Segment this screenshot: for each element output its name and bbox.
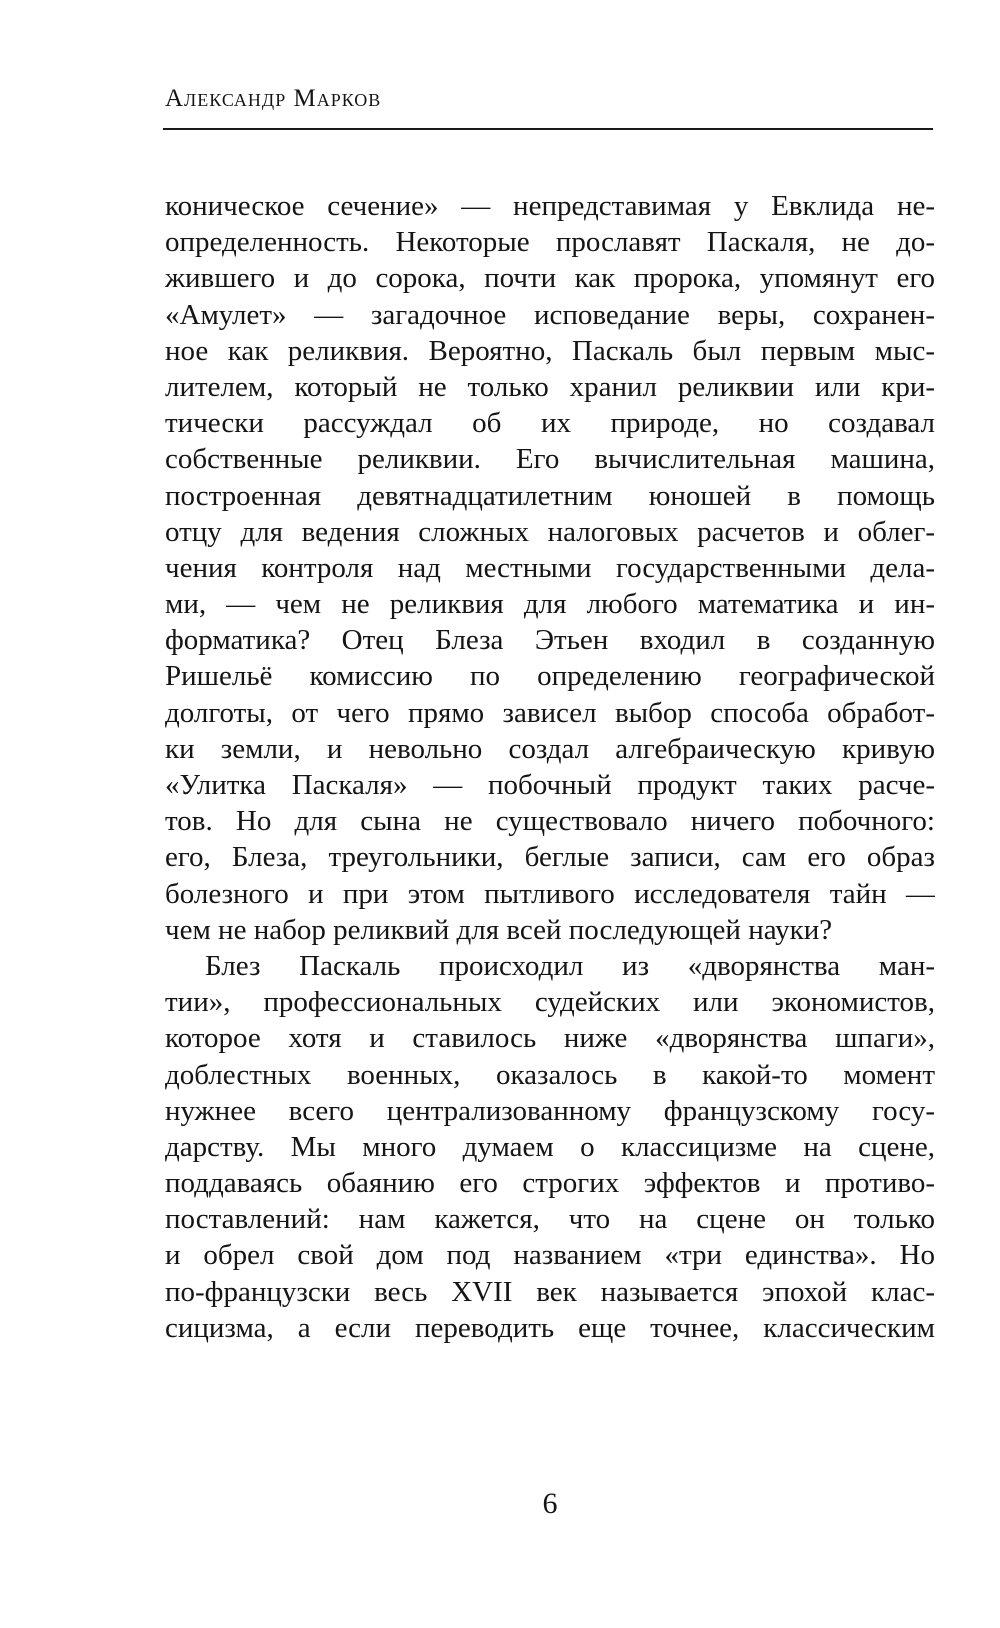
text-line: нужнее всего централизованному французскому госу- xyxy=(165,1094,935,1127)
text-line: чем не набор реликвий для всей последующей науки? xyxy=(165,913,833,946)
text-line: долготы, от чего прямо зависел выбор способа обработ- xyxy=(165,696,935,729)
text-line: Блез Паскаль происходил из «дворянства ман- xyxy=(205,949,935,982)
text-line: доблестных военных, оказалось в какой-то момент xyxy=(165,1058,935,1091)
text-line: определенность. Некоторые прославят Паскаля, не до- xyxy=(165,226,935,259)
text-line: тии», профессиональных судейских или экономистов, xyxy=(165,986,935,1019)
text-line: поставлений: нам кажется, что на сцене он только xyxy=(165,1203,935,1236)
text-line: и обрел свой дом под названием «три единства». Но xyxy=(165,1239,935,1272)
text-line: лителем, который не только хранил реликвии или кри- xyxy=(165,370,935,403)
body-text xyxy=(165,188,935,1346)
text-line: болезного и при этом пытливого исследователя тайн — xyxy=(165,877,935,910)
text-line: которое хотя и ставилось ниже «дворянства шпаги», xyxy=(165,1022,935,1055)
text-line: Ришельё комиссию по определению географической xyxy=(165,660,935,693)
text-line: «Амулет» — загадочное исповедание веры, сохранен- xyxy=(165,298,935,331)
text-line: ми, — чем не реликвия для любого математика и ин- xyxy=(165,588,935,621)
page-number: 6 xyxy=(542,1487,558,1520)
text-line: сицизма, а если переводить еще точнее, классическим xyxy=(165,1311,935,1344)
text-line: чения контроля над местными государственными дела- xyxy=(165,551,935,584)
text-line: форматика? Отец Блеза Этьен входил в созданную xyxy=(165,624,935,657)
running-head-author: Александр Марков xyxy=(165,85,382,112)
text-line: тически рассуждал об их природе, но создавал xyxy=(165,407,935,440)
text-line: «Улитка Паскаля» — побочный продукт таких расче- xyxy=(165,769,935,801)
header-rule xyxy=(163,128,933,130)
text-line: ное как реликвия. Вероятно, Паскаль был первым мыс- xyxy=(165,334,935,367)
text-line: дарству. Мы много думаем о классицизме на сцене, xyxy=(165,1130,935,1163)
text-line: по-французски весь XVII век называется эпохой клас- xyxy=(165,1275,935,1308)
text-line: его, Блеза, треугольники, беглые записи, сам его образ xyxy=(165,841,935,874)
text-line: коническое сечение» — непредставимая у Евклида не- xyxy=(165,190,935,222)
text-line: тов. Но для сына не существовало ничего побочного: xyxy=(165,805,935,838)
text-line: отцу для ведения сложных налоговых расчетов и облег- xyxy=(165,515,935,548)
text-line: построенная девятнадцатилетним юношей в помощь xyxy=(165,479,935,512)
text-line: ки земли, и невольно создал алгебраическую кривую xyxy=(165,732,935,765)
text-line: поддаваясь обаянию его строгих эффектов и противо- xyxy=(165,1167,935,1200)
text-line: жившего и до сорока, почти как пророка, упомянут его xyxy=(165,262,935,295)
text-line: собственные реликвии. Его вычислительная машина, xyxy=(165,443,935,476)
